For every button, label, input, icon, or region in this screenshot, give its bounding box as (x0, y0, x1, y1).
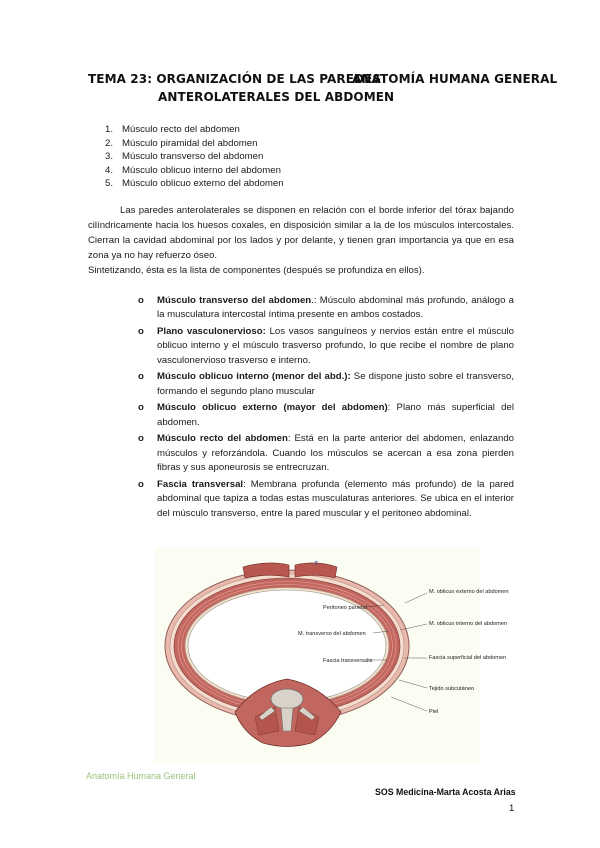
list-item (105, 177, 284, 191)
list-item (138, 294, 514, 323)
bullet-desc: .: Músculo abdominal más profundo, análogo a la musculatura intercostal íntima presente en ambos costados. (157, 295, 514, 321)
vertebral-body (271, 689, 303, 709)
list-item (138, 370, 514, 399)
bullet-term: Músculo recto del abdomen (157, 433, 288, 445)
label-tejido-subcutaneo: Tejido subcutáneo (429, 686, 475, 692)
bullet-marker: o (138, 402, 144, 414)
list-item (138, 432, 514, 475)
leader-line (405, 593, 427, 603)
list-number: 4. (105, 164, 114, 176)
list-item (138, 325, 514, 368)
list-item (105, 123, 284, 137)
footer-author: SOS Medicina-Marta Acosta Arias (375, 787, 516, 797)
figure-top-letter: r (315, 560, 318, 567)
bullet-marker: o (138, 478, 144, 490)
intro-section (88, 203, 514, 278)
list-item (105, 137, 284, 151)
cross-section-illustration (155, 547, 509, 763)
list-number: 2. (105, 137, 114, 149)
list-number: 3. (105, 151, 114, 163)
list-number: 1. (105, 124, 114, 135)
list-text: Músculo oblicuo interno del abdomen (122, 164, 281, 176)
list-number: 5. (105, 178, 114, 190)
components-numbered-list (105, 123, 284, 191)
document-title-line1: TEMA 23: ORGANIZACIÓN DE LAS PAREDES (88, 72, 382, 86)
bullet-marker: o (138, 295, 144, 306)
bullet-term: Músculo oblicuo interno (menor del abd.): (157, 371, 351, 383)
bullet-term: Fascia transversal (157, 478, 244, 490)
footer-course: Anatomía Humana General (86, 771, 196, 781)
label-oblicuo-interno: M. oblicuo interno del abdomen (429, 621, 508, 627)
bullet-term: Músculo oblicuo externo (mayor del abdomen) (157, 402, 388, 414)
bullet-desc: : Membrana profunda (elemento más profundo) de la pared abdominal que tapiza a todas estas musculaturas anteriores. Se ubica en el interior del músculo transverso, entre la pared muscular y el peritoneo abdominal. (157, 478, 514, 519)
list-text: Músculo piramidal del abdomen (122, 137, 258, 149)
intro-summary: Sintetizando, ésta es la lista de componentes (después se profundiza en ellos). (88, 265, 425, 276)
bullet-desc: : Plano más superficial del abdomen. (157, 402, 514, 428)
bullet-marker: o (138, 433, 144, 445)
document-title-line2: ANTEROLATERALES DEL ABDOMEN (158, 90, 395, 104)
bullet-desc: Se dispone justo sobre el transverso, formando el segundo plano muscular (157, 371, 514, 397)
bullet-desc: Los vasos sanguíneos y nervios están entre el músculo oblicuo interno y el músculo trasverso profundo, lo que recibe el nombre de plano vasculonervioso trasverso e interno. (157, 326, 514, 366)
bullet-marker: o (138, 371, 144, 383)
intro-paragraph: Las paredes anterolaterales se disponen en relación con el borde inferior del tórax bajando cilíndricamente hacia los huesos coxales, en disposición similar a la de los músculos intercostales. Cierran la cavidad abdominal por los lados y por delante, y tienen gran importancia ya que en esa zona ya no hay refuerzo óseo. (88, 205, 514, 261)
bullet-desc: : Está en la parte anterior del abdomen, enlazando músculos y reforzándola. Cuando los músculos se acercan a esa zona pierden fibras y sus aponeurosis se entrecruzan. (157, 433, 514, 474)
label-fascia-transversalis: Fascia transversalis (323, 658, 373, 664)
leader-line (399, 680, 427, 688)
course-title: ANATOMÍA HUMANA GENERAL (352, 72, 558, 86)
list-item (105, 150, 284, 164)
list-item (138, 478, 514, 521)
bullet-marker: o (138, 326, 144, 337)
abdominal-wall-cross-section-figure (155, 547, 509, 763)
components-description-list (138, 294, 514, 523)
list-text: Músculo recto del abdomen (122, 124, 240, 135)
label-fascia-superficial: Fascia superficial del abdomen (429, 655, 507, 661)
page-number: 1 (509, 803, 515, 814)
spinous-process (281, 708, 293, 731)
label-piel: Piel (429, 709, 439, 715)
list-text: Músculo oblicuo externo del abdomen (122, 178, 284, 190)
label-oblicuo-externo: M. oblicuo externo del abdomen (429, 589, 509, 595)
label-transverso: M. transverso del abdomen (298, 631, 366, 637)
bullet-term: Músculo transverso del abdomen (157, 295, 312, 306)
list-item (138, 401, 514, 430)
leader-line (391, 697, 427, 711)
list-text: Músculo transverso del abdomen (122, 151, 264, 163)
label-peritoneo-parietal: Peritoneo parietal (323, 605, 367, 611)
bullet-term: Plano vasculonervioso: (157, 326, 266, 337)
list-item (105, 164, 284, 178)
